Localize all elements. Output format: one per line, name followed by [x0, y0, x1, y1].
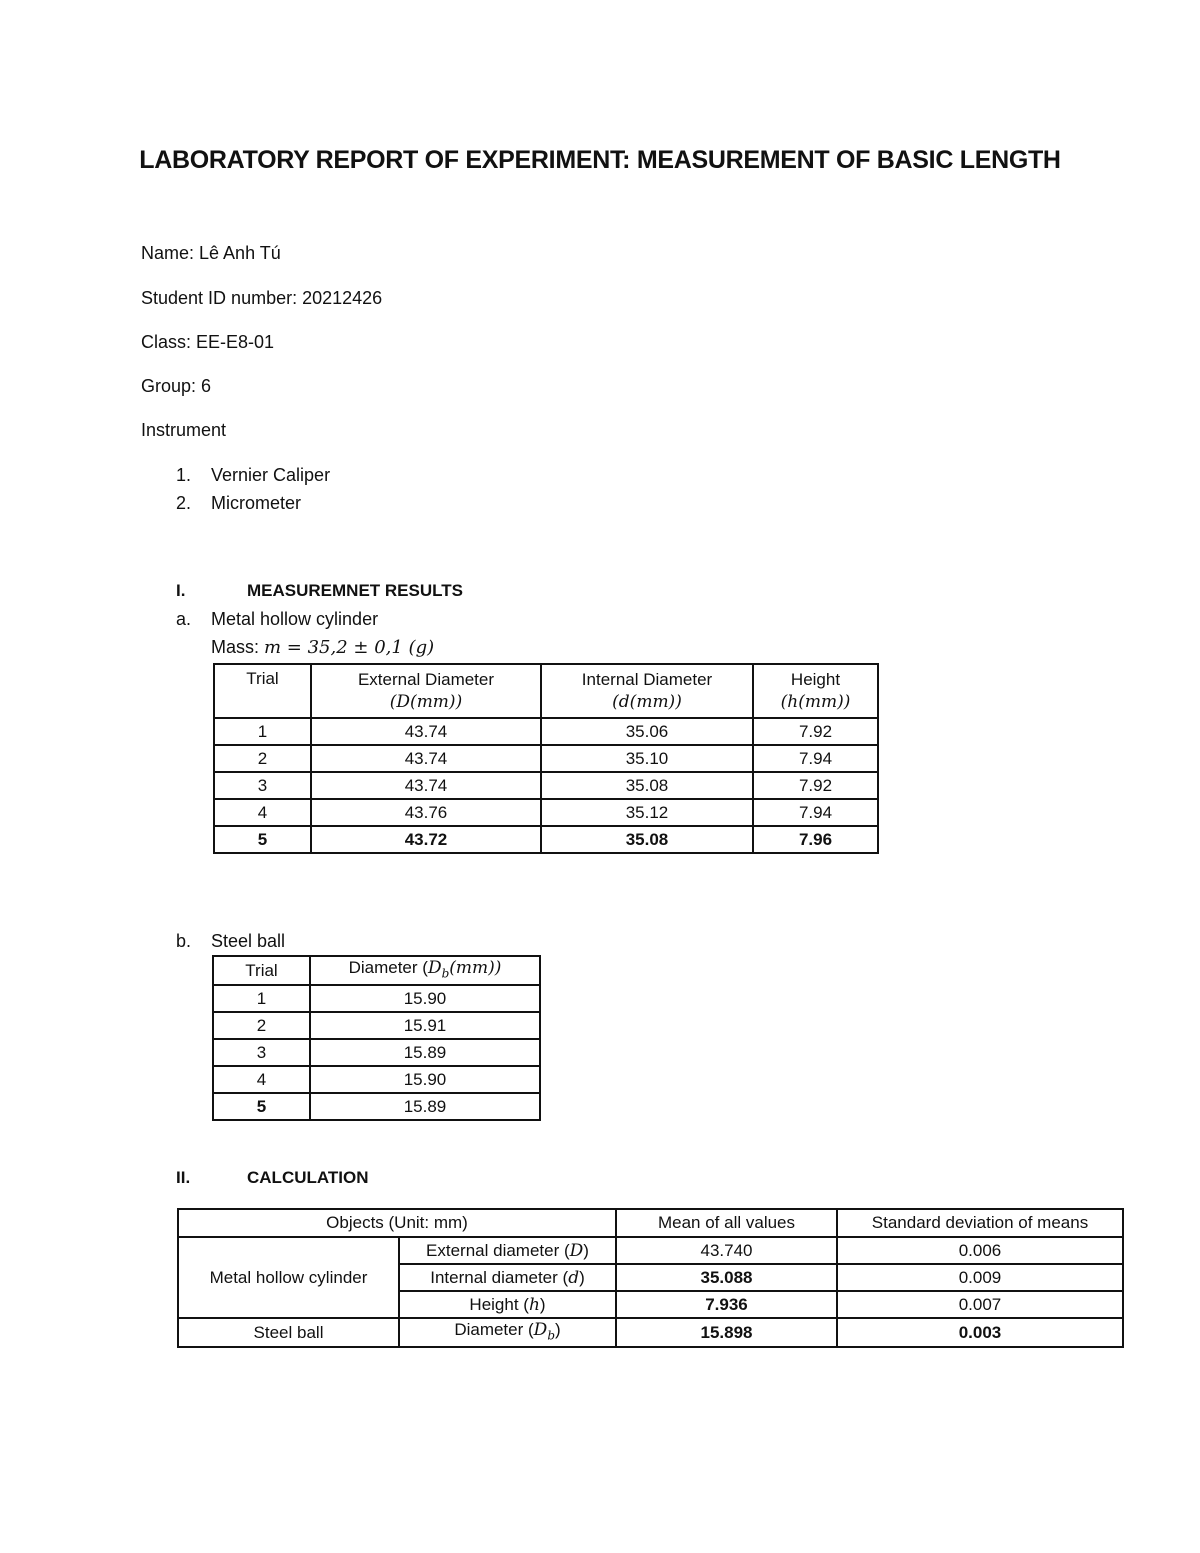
table-header-row [213, 956, 540, 985]
mean-cell: 15.898 [616, 1318, 837, 1347]
quantity-symbol: D [533, 1320, 548, 1340]
diameter-cell: 15.90 [310, 985, 540, 1012]
subsection-letter: a. [176, 609, 192, 629]
quantity-label: Diameter ( [454, 1320, 534, 1339]
group-label: Group: 6 [141, 376, 212, 396]
quantity-cell [399, 1291, 616, 1318]
trial-cell: 2 [213, 1012, 310, 1039]
table-row [213, 1093, 540, 1120]
subsection-letter: b. [176, 931, 192, 951]
header-trial: Trial [213, 956, 310, 985]
mass-formula: m = 35,2 ± 0,1 (g) [264, 637, 435, 658]
trial-cell: 3 [214, 772, 311, 799]
quantity-close: ) [583, 1240, 589, 1260]
trial-cell: 2 [214, 745, 311, 772]
cylinder-label-cell: Metal hollow cylinder [178, 1237, 399, 1318]
table-row [178, 1318, 1123, 1347]
header-internal-diameter [541, 664, 753, 718]
height-cell: 7.94 [753, 745, 878, 772]
table-row [214, 745, 878, 772]
internal-diameter-cell: 35.08 [541, 772, 753, 799]
internal-diameter-cell: 35.06 [541, 718, 753, 745]
std-cell: 0.006 [837, 1237, 1123, 1264]
trial-cell: 5 [213, 1093, 310, 1120]
table-row [213, 985, 540, 1012]
header-objects: Objects (Unit: mm) [178, 1209, 616, 1237]
table-row [213, 1039, 540, 1066]
header-internal-unit: (d(mm)) [612, 692, 682, 712]
external-diameter-cell: 43.74 [311, 718, 541, 745]
external-diameter-cell: 43.74 [311, 772, 541, 799]
cylinder-measurements-table [213, 663, 879, 854]
steel-ball-measurements-table [212, 955, 541, 1121]
quantity-symbol: h [528, 1294, 540, 1315]
header-external-unit: (D(mm)) [389, 692, 463, 712]
diameter-cell: 15.89 [310, 1093, 540, 1120]
header-height-unit: (h(mm)) [780, 692, 851, 712]
height-cell: 7.92 [753, 772, 878, 799]
mass-line [211, 637, 434, 658]
instrument-number: 2. [176, 493, 192, 513]
subsection-label: Metal hollow cylinder [211, 609, 379, 629]
ball-label-cell: Steel ball [178, 1318, 399, 1347]
header-diameter-label: Diameter ( [348, 958, 428, 977]
internal-diameter-cell: 35.10 [541, 745, 753, 772]
section-title: MEASUREMNET RESULTS [247, 581, 463, 600]
quantity-symbol: D [569, 1240, 584, 1261]
header-diameter-unit: (mm)) [449, 958, 502, 978]
trial-cell: 5 [214, 826, 311, 853]
table-row [178, 1237, 1123, 1264]
trial-cell: 4 [214, 799, 311, 826]
subsection-label: Steel ball [211, 931, 286, 951]
quantity-close: ) [539, 1294, 546, 1314]
header-height [753, 664, 878, 718]
header-std: Standard deviation of means [837, 1209, 1123, 1237]
header-diameter-subscript: b [441, 966, 450, 981]
instrument-item: Micrometer [211, 493, 302, 513]
header-trial: Trial [214, 664, 311, 718]
quantity-label: Height ( [469, 1294, 529, 1314]
table-row [214, 826, 878, 853]
quantity-label: Internal diameter ( [430, 1267, 569, 1287]
std-cell: 0.007 [837, 1291, 1123, 1318]
table-row [214, 718, 878, 745]
mean-cell: 35.088 [616, 1264, 837, 1291]
calculation-table [177, 1208, 1124, 1348]
quantity-cell [399, 1237, 616, 1264]
table-header-row [178, 1209, 1123, 1237]
header-diameter-symbol: D [427, 958, 442, 978]
page-title: LABORATORY REPORT OF EXPERIMENT: MEASUREMENT OF BASIC LENGTH [139, 146, 1061, 174]
mean-cell: 43.740 [616, 1237, 837, 1264]
diameter-cell: 15.89 [310, 1039, 540, 1066]
std-cell: 0.009 [837, 1264, 1123, 1291]
quantity-cell [399, 1318, 616, 1347]
trial-cell: 4 [213, 1066, 310, 1093]
external-diameter-cell: 43.72 [311, 826, 541, 853]
mean-cell: 7.936 [616, 1291, 837, 1318]
height-cell: 7.96 [753, 826, 878, 853]
quantity-label: External diameter ( [426, 1240, 570, 1260]
student-id: Student ID number: 20212426 [141, 288, 383, 308]
header-internal-label: Internal Diameter [581, 670, 713, 689]
internal-diameter-cell: 35.08 [541, 826, 753, 853]
header-external-diameter [311, 664, 541, 718]
diameter-cell: 15.90 [310, 1066, 540, 1093]
trial-cell: 1 [214, 718, 311, 745]
table-header-row [214, 664, 878, 718]
header-mean: Mean of all values [616, 1209, 837, 1237]
quantity-close: ) [579, 1267, 585, 1287]
trial-cell: 1 [213, 985, 310, 1012]
section-number: I. [176, 581, 186, 600]
section-number: II. [176, 1168, 191, 1187]
quantity-cell [399, 1264, 616, 1291]
header-diameter [310, 956, 540, 985]
external-diameter-cell: 43.76 [311, 799, 541, 826]
section-title: CALCULATION [247, 1168, 369, 1187]
table-row [213, 1066, 540, 1093]
table-row [214, 772, 878, 799]
std-cell: 0.003 [837, 1318, 1123, 1347]
header-height-label: Height [790, 670, 841, 689]
instrument-heading: Instrument [141, 420, 227, 440]
table-row [213, 1012, 540, 1039]
quantity-subscript: b [547, 1328, 555, 1343]
diameter-cell: 15.91 [310, 1012, 540, 1039]
table-row [214, 799, 878, 826]
quantity-close: ) [555, 1320, 561, 1339]
height-cell: 7.92 [753, 718, 878, 745]
internal-diameter-cell: 35.12 [541, 799, 753, 826]
class-label: Class: EE-E8-01 [141, 332, 275, 352]
trial-cell: 3 [213, 1039, 310, 1066]
header-external-label: External Diameter [357, 670, 495, 689]
height-cell: 7.94 [753, 799, 878, 826]
student-name: Name: Lê Anh Tú [141, 243, 281, 263]
quantity-symbol: d [568, 1267, 580, 1288]
instrument-item: Vernier Caliper [211, 465, 331, 485]
mass-label: Mass: [211, 637, 265, 657]
instrument-number: 1. [176, 465, 192, 485]
external-diameter-cell: 43.74 [311, 745, 541, 772]
